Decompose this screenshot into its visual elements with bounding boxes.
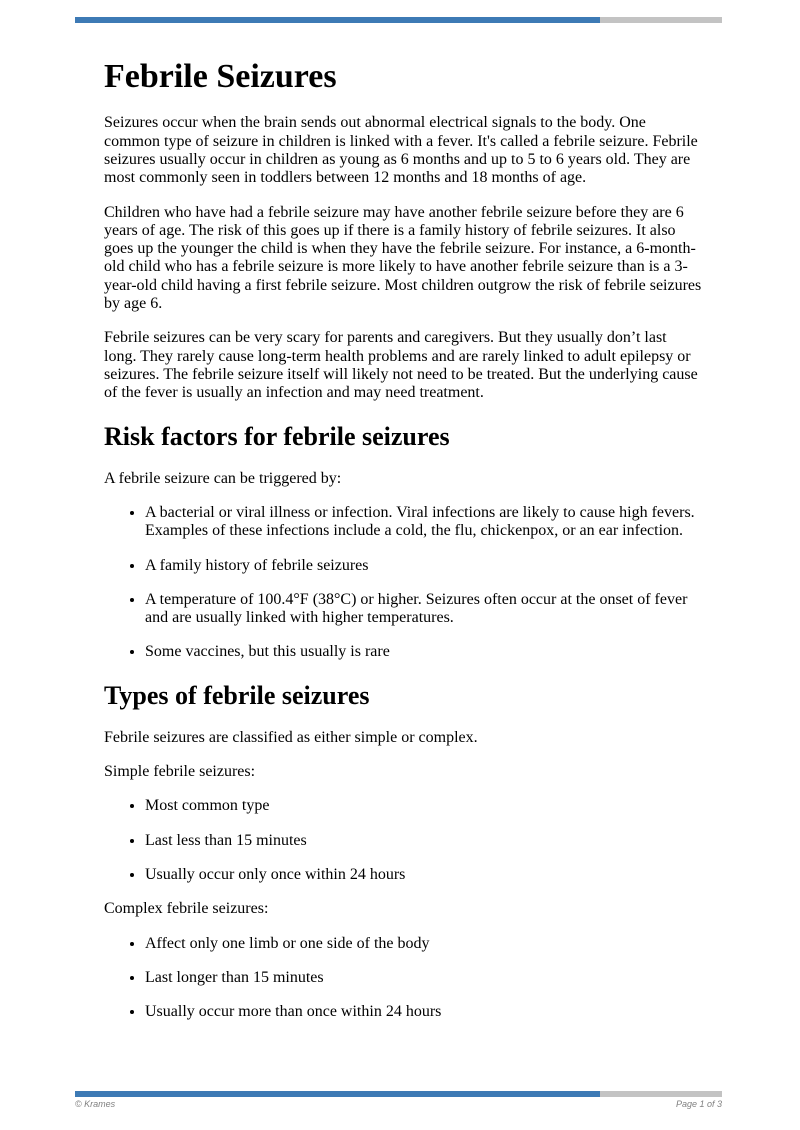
intro-paragraph-3: Febrile seizures can be very scary for parents and caregivers. But they usually don’t last long. They rarely cause long-term health problems and are rarely linked to adult epilepsy or seizures. The febrile seizure itself will likely not need to be treated. But the underlying cause of the fever is usually an infection and may need treatment. [104, 329, 698, 402]
copyright-text: © Krames [75, 1099, 116, 1109]
simple-seizures-list [104, 797, 702, 884]
footer-accent-bar [75, 1091, 722, 1097]
intro-paragraph-1: Seizures occur when the brain sends out abnormal electrical signals to the body. One common type of seizure in children is linked with a fever. It's called a febrile seizure. Febrile seizures usually occur in children as young as 6 months and up to 5 to 6 years old. They are most commonly seen in toddlers between 12 months and 18 months of age. [104, 114, 698, 187]
complex-seizures-label: Complex febrile seizures: [104, 900, 269, 918]
list-item: • Some vaccines, but this usually is rare [145, 643, 702, 661]
risk-factors-lead: A febrile seizure can be triggered by: [104, 469, 342, 487]
list-item: • Last longer than 15 minutes [145, 969, 702, 987]
types-lead: Febrile seizures are classified as either simple or complex. [104, 728, 478, 746]
list-item: • A family history of febrile seizures [145, 557, 702, 575]
risk-factors-list [104, 504, 702, 662]
section-heading-types: Types of febrile seizures [104, 680, 370, 710]
intro-paragraph-2: Children who have had a febrile seizure may have another febrile seizure before they are 6 years of age. The risk of this goes up if there is a family history of febrile seizures. It also goes up the younger the child is when they have the febrile seizure. For instance, a 6-month-old child who has a febrile seizure is more likely to have another febrile seizure than is a 3-year-old child having a first febrile seizure. Most children outgrow the risk of febrile seizures by age 6. [104, 203, 702, 313]
simple-seizures-label: Simple febrile seizures: [104, 763, 256, 781]
footer [75, 1099, 722, 1109]
list-item: • A bacterial or viral illness or infection. Viral infections are likely to cause high fevers. Examples of these infections include a cold, the flu, chickenpox, or an ear infection. [145, 504, 702, 541]
document-body [104, 0, 702, 1037]
complex-seizures-list [104, 935, 702, 1022]
list-item: • Usually occur more than once within 24 hours [145, 1003, 702, 1021]
list-item: • Affect only one limb or one side of the body [145, 935, 702, 953]
list-item: • Last less than 15 minutes [145, 832, 702, 850]
list-item: • A temperature of 100.4°F (38°C) or higher. Seizures often occur at the onset of fever and are usually linked with higher temperatures. [145, 591, 702, 628]
section-heading-risk-factors: Risk factors for febrile seizures [104, 421, 450, 451]
list-item: • Most common type [145, 797, 702, 815]
list-item: • Usually occur only once within 24 hours [145, 866, 702, 884]
document-title: Febrile Seizures [104, 58, 337, 95]
page-number: Page 1 of 3 [675, 1099, 722, 1109]
footer-accent-bar-blue-segment [75, 1091, 600, 1097]
footer-accent-bar-gray-segment [600, 1091, 722, 1097]
